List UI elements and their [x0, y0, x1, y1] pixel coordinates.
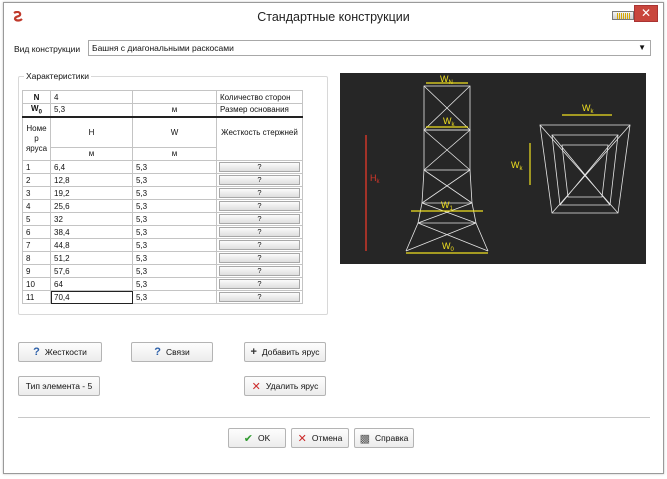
plus-icon: +	[250, 346, 257, 358]
stiffness-cell-button[interactable]: ?	[219, 279, 300, 289]
stiffness-cell-button[interactable]: ?	[219, 214, 300, 224]
table-row	[23, 161, 303, 174]
tier-height-cell[interactable]: 19,2	[51, 187, 133, 200]
cancel-button-label: Отмена	[311, 433, 343, 443]
window-title: Стандартные конструкции	[257, 10, 410, 24]
element-type-button-label: Тип элемента - 5	[25, 381, 93, 391]
construction-type-select[interactable]	[88, 40, 651, 56]
tier-width-cell[interactable]: 5,3	[133, 200, 217, 213]
tier-number: 9	[23, 265, 51, 278]
stiffness-cell-button[interactable]: ?	[219, 162, 300, 172]
stiffness-cell-button[interactable]: ?	[219, 227, 300, 237]
tower-plan	[540, 125, 630, 213]
x-icon: ✕	[297, 432, 307, 445]
tier-width-cell[interactable]: 5,3	[133, 291, 217, 304]
links-button[interactable]	[131, 342, 213, 362]
title-bar	[4, 3, 663, 30]
table-row	[23, 226, 303, 239]
stiffness-cell-button[interactable]: ?	[219, 292, 300, 302]
param-unit	[133, 91, 217, 104]
stiffness-cell-button[interactable]: ?	[219, 240, 300, 250]
tier-stiffness-cell	[217, 187, 303, 200]
wk-label-plan-side: $W_k$	[511, 160, 523, 172]
table-row	[23, 174, 303, 187]
book-icon: ▩	[359, 432, 371, 445]
tier-height-cell[interactable]: 64	[51, 278, 133, 291]
tier-width-cell[interactable]: 5,3	[133, 226, 217, 239]
header-row	[23, 117, 303, 148]
param-row	[23, 91, 303, 104]
tier-height-cell[interactable]: 51,2	[51, 252, 133, 265]
param-value[interactable]: 4	[51, 91, 133, 104]
tier-stiffness-cell	[217, 265, 303, 278]
table-row	[23, 291, 303, 304]
question-icon: ?	[154, 346, 161, 358]
construction-type-label: Вид конструкции	[14, 44, 81, 54]
remove-tier-button-label: Удалить ярус	[265, 381, 319, 391]
param-value[interactable]: 5,3	[51, 104, 133, 117]
tier-number: 4	[23, 200, 51, 213]
tier-width-cell[interactable]: 5,3	[133, 161, 217, 174]
table-row	[23, 278, 303, 291]
tier-stiffness-cell	[217, 278, 303, 291]
tower-preview	[340, 73, 646, 264]
stiffness-cell-button[interactable]: ?	[219, 253, 300, 263]
tier-width-cell[interactable]: 5,3	[133, 187, 217, 200]
tier-height-cell[interactable]: 25,6	[51, 200, 133, 213]
wk-label-elevation: $W_k$	[443, 116, 455, 128]
table-row	[23, 239, 303, 252]
tier-height-cell[interactable]: 38,4	[51, 226, 133, 239]
add-tier-button-label: Добавить ярус	[261, 347, 320, 357]
stiffness-cell-button[interactable]: ?	[219, 201, 300, 211]
tier-width-cell[interactable]: 5,3	[133, 278, 217, 291]
cancel-button[interactable]	[291, 428, 349, 448]
add-tier-button[interactable]	[244, 342, 326, 362]
table-row	[23, 187, 303, 200]
equalizer-icon	[617, 13, 630, 19]
x-icon: ✕	[251, 380, 261, 393]
tier-height-cell[interactable]: 6,4	[51, 161, 133, 174]
minimize-button[interactable]	[612, 11, 634, 20]
table-row	[23, 213, 303, 226]
stiffness-button-label: Жесткости	[44, 347, 87, 357]
tier-width-cell[interactable]: 5,3	[133, 252, 217, 265]
characteristics-legend: Характеристики	[26, 71, 90, 81]
tier-stiffness-cell	[217, 252, 303, 265]
tier-number: 7	[23, 239, 51, 252]
tier-number: 8	[23, 252, 51, 265]
dimension-labels	[440, 74, 595, 253]
tier-header: Номе р яруса	[23, 117, 51, 161]
checkmark-icon: ✔	[243, 432, 253, 445]
tier-number: 5	[23, 213, 51, 226]
links-button-label: Связи	[165, 347, 190, 357]
h-header: H	[51, 117, 133, 148]
tier-height-cell[interactable]: 57,6	[51, 265, 133, 278]
param-unit: м	[133, 104, 217, 117]
tier-stiffness-cell	[217, 161, 303, 174]
remove-tier-button[interactable]	[244, 376, 326, 396]
param-symbol: N	[23, 91, 51, 104]
tier-number: 6	[23, 226, 51, 239]
tower-elevation	[406, 86, 488, 251]
table-row	[23, 265, 303, 278]
tier-stiffness-cell	[217, 226, 303, 239]
wn-label: $W_N$	[440, 74, 453, 86]
tier-height-cell[interactable]: 12,8	[51, 174, 133, 187]
stiffness-cell-button[interactable]: ?	[219, 188, 300, 198]
help-button[interactable]	[354, 428, 414, 448]
tier-number: 3	[23, 187, 51, 200]
tier-stiffness-cell	[217, 213, 303, 226]
tier-width-cell[interactable]: 5,3	[133, 213, 217, 226]
stiffness-cell-button[interactable]: ?	[219, 266, 300, 276]
chevron-down-icon: ▼	[638, 43, 646, 52]
tier-number: 10	[23, 278, 51, 291]
tier-stiffness-cell	[217, 239, 303, 252]
ok-button[interactable]	[228, 428, 286, 448]
question-icon: ?	[33, 346, 40, 358]
param-desc: Количество сторон	[217, 91, 303, 104]
characteristics-table	[22, 90, 303, 304]
stiffness-button[interactable]	[18, 342, 102, 362]
tier-width-cell[interactable]: 5,3	[133, 174, 217, 187]
ok-button-label: OK	[257, 433, 271, 443]
param-row	[23, 104, 303, 117]
wk-label-plan: $W_k$	[582, 103, 594, 115]
w0-label: $W_0$	[442, 241, 454, 253]
tier-number: 2	[23, 174, 51, 187]
hk-label: $H_k$	[370, 173, 380, 185]
table-row	[23, 200, 303, 213]
table-row	[23, 252, 303, 265]
stiffness-header: Жесткость стержней	[217, 117, 303, 161]
param-desc: Размер основания	[217, 104, 303, 117]
w-header: W	[133, 117, 217, 148]
element-type-button[interactable]	[18, 376, 100, 396]
tier-width-cell[interactable]: 5,3	[133, 265, 217, 278]
construction-type-value: Башня с диагональными раскосами	[92, 43, 234, 53]
close-button[interactable]: ✕	[634, 5, 658, 22]
h-unit: м	[51, 147, 133, 160]
tier-stiffness-cell	[217, 200, 303, 213]
tier-height-cell[interactable]: 44,8	[51, 239, 133, 252]
param-symbol: $W_0$	[23, 104, 51, 117]
tier-stiffness-cell	[217, 174, 303, 187]
tier-number: 11	[23, 291, 51, 304]
tier-stiffness-cell	[217, 291, 303, 304]
help-button-label: Справка	[375, 433, 409, 443]
tier-width-cell[interactable]: 5,3	[133, 239, 217, 252]
stiffness-cell-button[interactable]: ?	[219, 175, 300, 185]
w1-label: $W_1$	[441, 200, 453, 212]
footer-separator	[18, 417, 650, 418]
w-unit: м	[133, 147, 217, 160]
tier-number: 1	[23, 161, 51, 174]
tier-height-cell[interactable]: 70,4	[51, 291, 133, 304]
tier-height-cell[interactable]: 32	[51, 213, 133, 226]
